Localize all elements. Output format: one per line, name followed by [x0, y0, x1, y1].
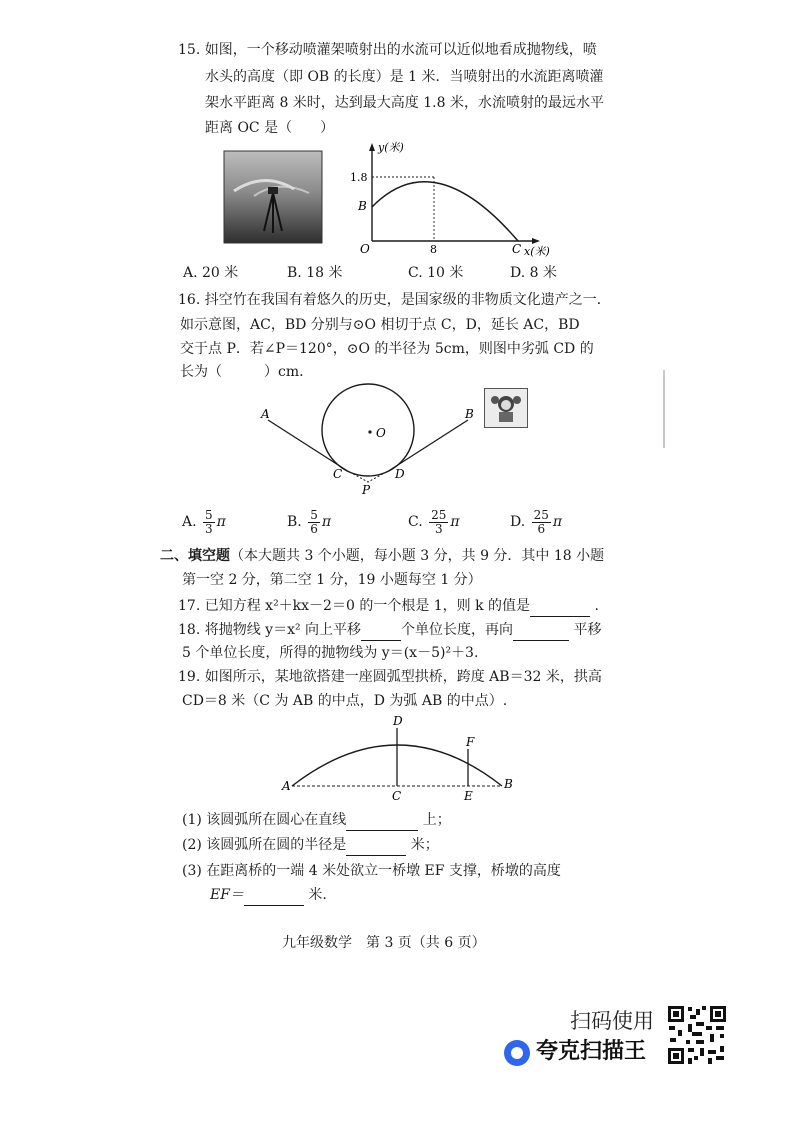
- watermark-brand-text: 夸克扫描王: [536, 1039, 647, 1064]
- section-desc-line2: 第一空 2 分，第二空 1 分，19 小题每空 1 分）: [182, 572, 482, 588]
- q15-text-line1: 如图，一个移动喷灌架喷射出的水流可以近似地看成抛物线，喷: [204, 42, 597, 58]
- numerator: 25: [431, 507, 447, 522]
- point-a-label: A: [261, 407, 270, 421]
- parabola-curve: [372, 182, 518, 241]
- q17-end: .: [594, 598, 599, 614]
- q19-sub2-end: 米；: [410, 837, 439, 853]
- denominator: 6: [310, 521, 318, 536]
- point-c-label: C: [392, 789, 402, 803]
- denominator: 6: [537, 521, 546, 536]
- q16-text-line2: 如示意图，AC，BD 分别与⊙O 相切于点 C，D，延长 AC，BD: [180, 317, 580, 333]
- q19-sub3-text: (3) 在距离桥的一端 4 米处欲立一桥墩 EF 支撑，桥墩的高度: [182, 863, 561, 879]
- q18-number: 18.: [178, 622, 201, 638]
- point-b-label: B: [465, 407, 474, 421]
- fraction: [308, 509, 320, 536]
- tangent-ac: [268, 420, 346, 470]
- sprinkler-photo: [224, 151, 322, 243]
- pi-symbol: π: [321, 514, 332, 530]
- x-tick-label: 8: [430, 243, 437, 256]
- q19-sub3-end: 米.: [308, 887, 327, 903]
- q19-sub1-blank[interactable]: [346, 810, 418, 831]
- watermark-logo-icon: [504, 1040, 530, 1066]
- q18-text-a: 将抛物线 y＝x² 向上平移: [204, 622, 362, 638]
- y-axis-arrow-icon: [369, 143, 375, 151]
- option-letter: A.: [182, 514, 197, 530]
- denominator: 3: [434, 521, 443, 536]
- q15-text-line3: 架水平距离 8 米时，达到最大高度 1.8 米，水流喷射的最远水平: [205, 95, 604, 111]
- center-o-dot: [368, 430, 371, 433]
- q15-text-line2: 水头的高度（即 OB 的长度）是 1 米．当喷射出的水流距离喷灌: [205, 69, 604, 85]
- qr-code-icon: [666, 1004, 728, 1066]
- q19-sub2-text: (2) 该圆弧所在圆的半径是: [182, 837, 347, 853]
- fraction: [532, 509, 551, 536]
- pi-symbol: π: [450, 514, 460, 530]
- option-letter: D.: [510, 514, 526, 530]
- q16-option-a[interactable]: [182, 504, 226, 540]
- option-letter: B.: [287, 514, 302, 530]
- point-c-label: C: [333, 467, 343, 481]
- q19-sub3-ef-label: EF＝: [210, 887, 244, 903]
- origin-label: O: [360, 242, 370, 256]
- q16-text-line3: 交于点 P．若∠P＝120°，⊙O 的半径为 5cm，则图中劣弧 CD 的: [180, 341, 594, 357]
- section-desc-line1: （本大题共 3 个小题，每小题 3 分，共 9 分．其中 18 小题: [230, 548, 605, 564]
- y-axis-label: y(米): [378, 141, 404, 154]
- numerator: 5: [310, 507, 318, 522]
- q17-text: 已知方程 x²＋kx－2＝0 的一个根是 1，则 k 的值是: [204, 598, 531, 614]
- q15-option-c[interactable]: C. 10 米: [408, 265, 464, 281]
- point-a-label: A: [282, 779, 291, 793]
- page-footer: 九年级数学 第 3 页（共 6 页）: [282, 935, 486, 951]
- q18-answer-blank-2[interactable]: [513, 620, 569, 641]
- pi-symbol: π: [216, 514, 226, 530]
- q18-text-b: 个单位长度，再向: [401, 622, 514, 638]
- q16-option-b[interactable]: [287, 504, 331, 540]
- q15-option-b[interactable]: B. 18 米: [287, 265, 343, 281]
- point-c-label: C: [512, 242, 522, 256]
- q15-option-a[interactable]: A. 20 米: [183, 265, 239, 281]
- q19-number: 19.: [178, 669, 201, 685]
- q15-parabola-graph: [340, 141, 550, 258]
- q18-text-c: 平移: [573, 622, 602, 638]
- point-d-label: D: [393, 714, 403, 728]
- point-b-label: B: [358, 199, 367, 213]
- point-f-label: F: [466, 735, 475, 749]
- x-axis-label: x(米): [524, 245, 550, 258]
- q16-number: 16.: [178, 292, 201, 308]
- q19-arch-bridge-figure: [280, 712, 520, 804]
- point-e-label: E: [464, 789, 473, 803]
- tangent-bd: [390, 420, 468, 470]
- kongzhu-cartoon-image: [484, 388, 528, 428]
- q16-option-c[interactable]: [408, 504, 460, 540]
- point-p-label: P: [362, 483, 371, 497]
- q18-answer-blank-1[interactable]: [361, 620, 401, 641]
- denominator: 3: [205, 521, 213, 536]
- q19-sub1-end: 上；: [422, 812, 451, 828]
- q17-number: 17.: [178, 598, 201, 614]
- point-b-label: B: [504, 777, 513, 791]
- q16-tangent-circle-figure: [260, 380, 490, 500]
- numerator: 5: [205, 507, 213, 522]
- q19-sub1-text: (1) 该圆弧所在圆心在直线: [182, 812, 347, 828]
- section-title: 二、填空题: [160, 548, 230, 564]
- q19-text-line2: CD＝8 米（C 为 AB 的中点，D 为弧 AB 的中点）.: [182, 693, 508, 709]
- scan-edge-mark: [663, 370, 665, 448]
- point-d-label: D: [395, 467, 405, 481]
- q15-number: 15.: [178, 42, 201, 58]
- point-o-label: O: [376, 426, 386, 440]
- fraction: [203, 509, 215, 536]
- option-letter: C.: [408, 514, 423, 530]
- q19-sub2-blank[interactable]: [346, 835, 406, 856]
- q19-text-line1: 如图所示，某地欲搭建一座圆弧型拱桥，跨度 AB＝32 米，拱高: [204, 669, 602, 685]
- circle-o: [322, 384, 414, 476]
- y-tick-label: 1.8: [350, 171, 368, 184]
- q19-sub3-blank[interactable]: [244, 885, 304, 906]
- q15-option-d[interactable]: D. 8 米: [510, 265, 557, 281]
- pi-symbol: π: [552, 514, 563, 530]
- q16-text-line4: 长为（ ）cm.: [180, 364, 304, 380]
- q16-text-line1: 抖空竹在我国有着悠久的历史，是国家级的非物质文化遗产之一．: [204, 292, 611, 308]
- fraction: [429, 509, 448, 536]
- numerator: 25: [533, 507, 549, 522]
- q16-option-d[interactable]: [510, 504, 562, 540]
- q18-text-line2: 5 个单位长度，所得的抛物线为 y＝(x－5)²＋3.: [182, 645, 479, 661]
- watermark-scan-text: 扫码使用: [570, 1009, 654, 1033]
- x-axis-arrow-icon: [532, 238, 540, 244]
- q17-answer-blank[interactable]: [530, 596, 590, 617]
- q15-text-line4: 距离 OC 是（ ）: [205, 120, 335, 136]
